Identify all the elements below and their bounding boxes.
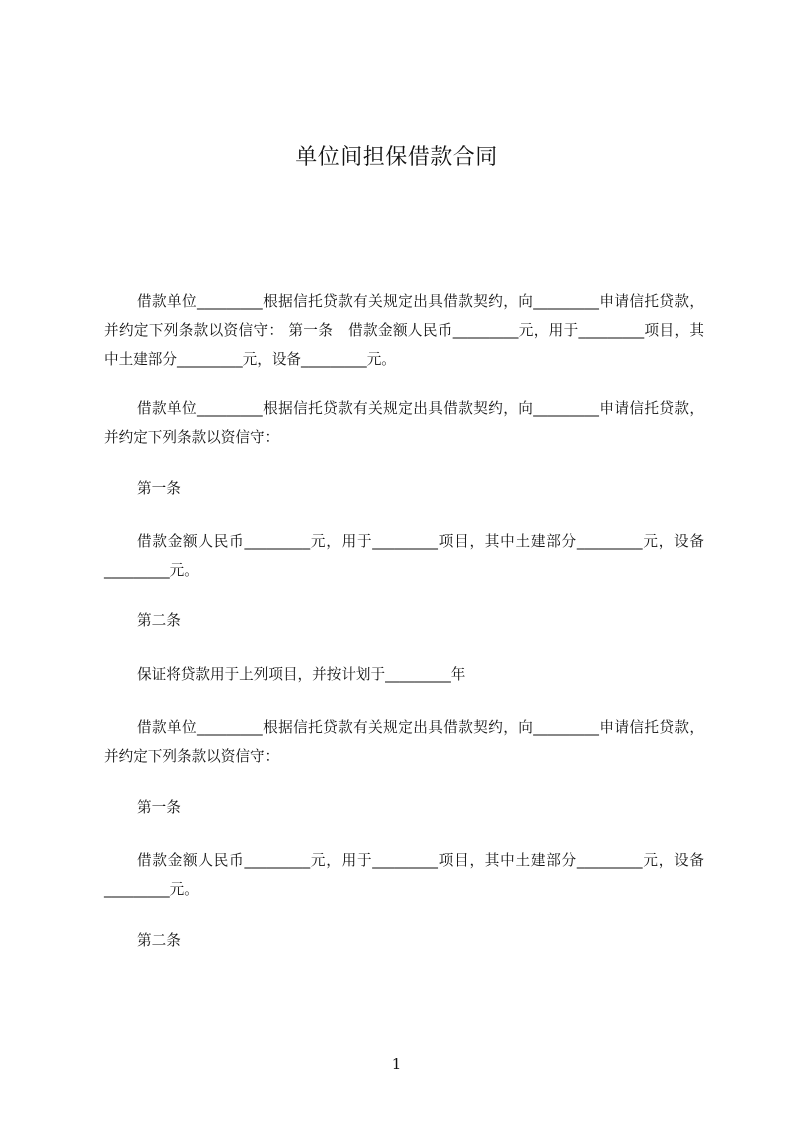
article-heading-second-repeat: 第二条 <box>137 932 181 949</box>
paragraph-loan-amount-repeat: 借款金额人民币_________元，用于_________项目，其中土建部分_________元，设备_________元。 <box>104 852 704 898</box>
article-heading-first-repeat: 第一条 <box>137 799 181 816</box>
article-heading-first: 第一条 <box>137 480 181 497</box>
paragraph-borrower-declaration-repeat: 借款单位_________根据信托贷款有关规定出具借款契约，向_________申请信托贷款，并约定下列条款以资信守： <box>104 719 704 765</box>
document-title: 单位间担保借款合同 <box>295 145 498 170</box>
paragraph-loan-usage: 保证将贷款用于上列项目，并按计划于_________年 <box>137 666 466 683</box>
paragraph-intro-combined: 借款单位_________根据信托贷款有关规定出具借款契约，向_________申请信托贷款，并约定下列条款以资信守： 第一条 借款金额人民币_________元，用于_________项目，其中土建部分_________元，设备_________元。 <box>104 293 704 368</box>
article-heading-second: 第二条 <box>137 612 181 629</box>
page-number: 1 <box>391 1055 402 1073</box>
paragraph-loan-amount: 借款金额人民币_________元，用于_________项目，其中土建部分_________元，设备_________元。 <box>104 533 704 579</box>
paragraph-borrower-declaration: 借款单位_________根据信托贷款有关规定出具借款契约，向_________申请信托贷款，并约定下列条款以资信守： <box>104 400 704 446</box>
